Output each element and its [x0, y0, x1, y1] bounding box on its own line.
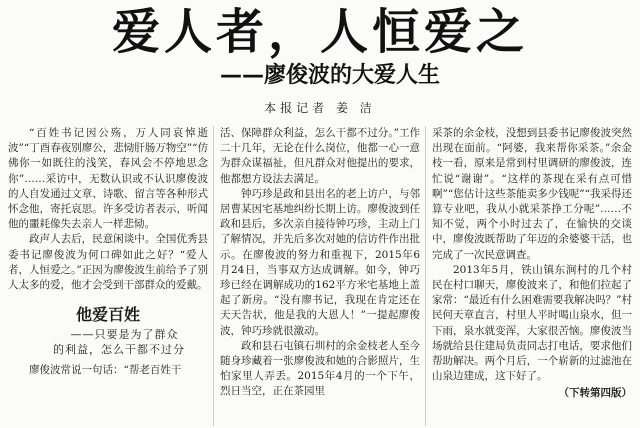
paragraph: 钟巧珍是政和县出名的老上访户，与邻居曹某因宅基地纠纷长期上访。廖俊波到任政和县后，多次亲自接待钟巧珍，主动上门了解情况，并先后多次对她的信访件作出批示。在廖俊波的努力和重视下，2015年6月24日，当事双方达成调解。如今，钟巧珍已经在调解成功的162平方米宅基地上盖起了新房。“没有廖书记，我现在肯定还在天天告状，他是我的大恩人！”一提起廖俊波，钟巧珍就很激动。: [220, 187, 420, 337]
continued-note: （下转第四版）: [558, 387, 632, 400]
headline: 爱人者，人恒爱之: [111, 4, 528, 60]
column-divider: [213, 126, 214, 426]
byline: 本报记者 姜 洁: [264, 101, 376, 115]
paragraph: “百姓书记因公殇，万人同哀悼逝波”“丁酉春夜别廖公，悲恸肝肠万物空”“仿佛你一如既往的浅笑，春风会不停地思念你”……采访中，无数认识或不认识廖俊波的人自发通过文章、诗歌、留言等各种形式怀念他，寄托哀思。许多受访者表示，听闻他的噩耗像失去亲人一样悲恸。: [8, 127, 208, 231]
subtitle: ——廖俊波的大爱人生: [219, 63, 440, 88]
section-subtitle: 的利益，怎么干都不过分: [53, 343, 185, 357]
paragraph: 采茶的余金枝，没想到县委书记廖俊波突然出现在面前。“阿婆，我来帮你采茶。”余金枝一看，原来是常到村里调研的廖俊波，连忙说“谢谢”。“这样的茶现在采有点可惜啊”“您估计这些茶能卖多少钱呢”“我采得还算专业吧，我从小就采茶挣工分呢”……不知不觉，两个小时过去了，在愉快的交谈中，廖俊波既帮助了年迈的余婆婆干活，也完成了一次民意调查。: [432, 127, 632, 261]
paragraph: 2013年5月，铁山镇东涧村的几个村民在村口聊天，廖俊波来了，和他们拉起了家常：“最近有什么困难需要我解决吗？”村民何天章直言，村里人平时喝山泉水，但一下雨，泉水就变浑，大家很苦恼。廖俊波当场就给县住建局负责同志打电话，要求他们帮助解决。两个月后，一个崭新的过滤池在山泉边建成，这下好了。: [432, 263, 632, 383]
paragraph: 政声人去后，民意闲谈中。全国优秀县委书记廖俊波为何口碑如此之好？“爱人者，人恒爱之。”正因为廖俊波生前给予了别人太多的爱，他才会受到干部群众的爱戴。: [8, 233, 208, 292]
section-subtitle: ——只要是为了群众: [70, 328, 179, 342]
paragraph: 活、保障群众利益，怎么干都不过分。”工作二十几年，无论在什么岗位，他都一心一意为群众谋福祉，但凡群众对他提出的要求，他都想方设法去满足。: [220, 127, 420, 185]
paragraph: 廖俊波常说一句话：“帮老百姓干: [29, 364, 182, 377]
article-column-3: [432, 126, 632, 426]
paragraph: 政和县石屯镇石圳村的余金枝老人至今随身珍藏着一张廖俊波和她的合影照片，生怕家里人弄丢。2015年4月的一个下午，烈日当空，正在茶园里: [220, 339, 420, 398]
column-divider: [425, 126, 426, 426]
article-column-2: [220, 126, 420, 426]
section-title: 他爱百姓: [75, 305, 140, 325]
article-column-1: [8, 126, 208, 426]
